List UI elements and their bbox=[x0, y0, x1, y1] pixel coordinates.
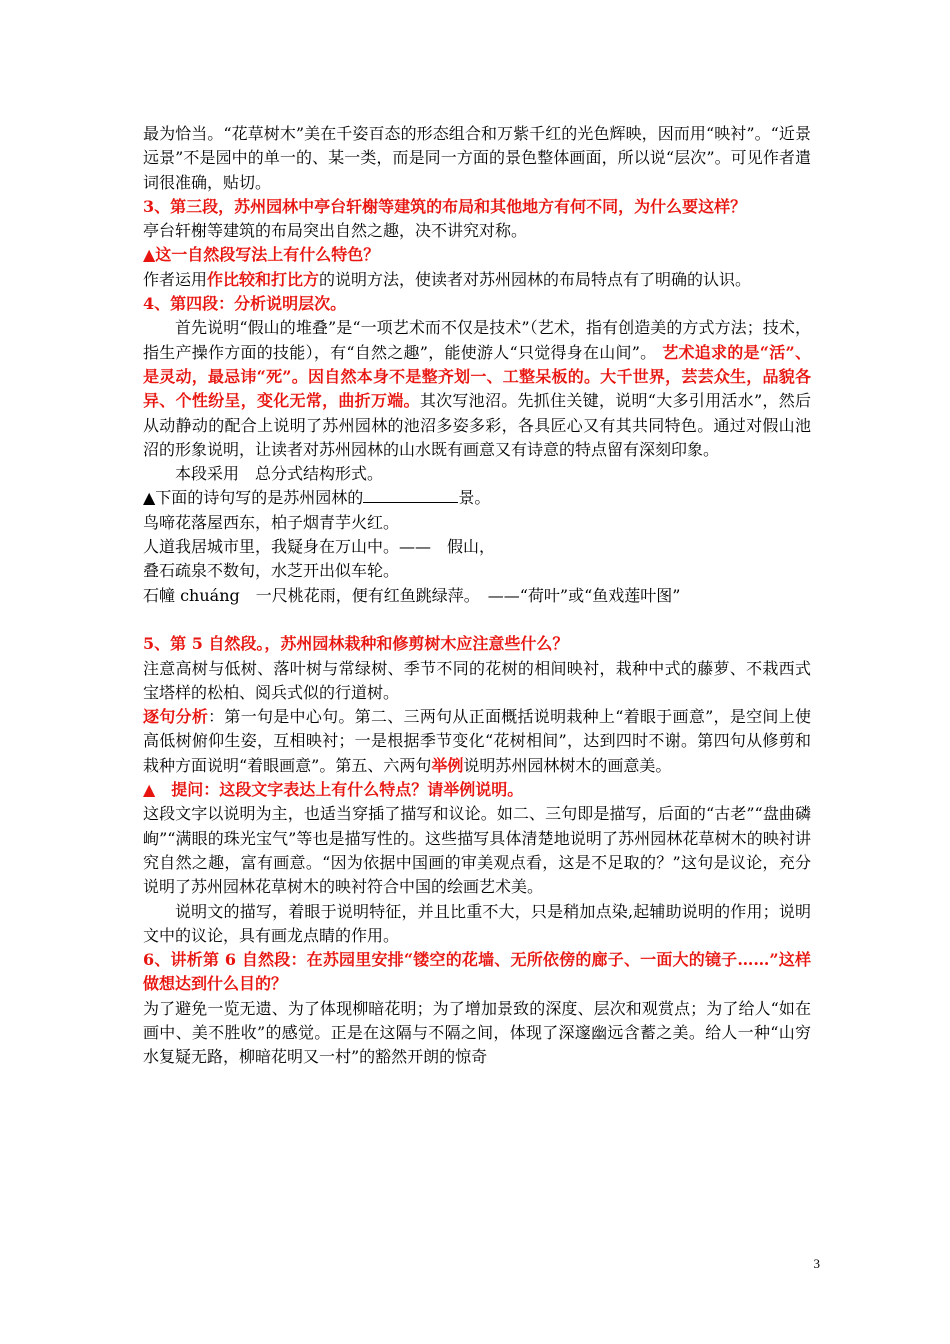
sentence-analysis bbox=[143, 705, 811, 778]
poem-line-2: 人道我居城市里，我疑身在万山中。—— 假山， bbox=[143, 537, 496, 557]
question-6: 6、讲析第 6 自然段：在苏园里安排“镂空的花墙、无所依傍的廊子、一面大的镜子……”这样做想达到什么目的？ bbox=[143, 950, 811, 994]
paragraph-4-analysis bbox=[143, 316, 811, 462]
answer-3-style-prefix: 作者运用 bbox=[143, 269, 208, 289]
page-number: 3 bbox=[813, 1256, 820, 1271]
paragraph-4-structure: 本段采用 总分式结构形式。 bbox=[175, 464, 384, 484]
answer-5-summary: 说明文的描写，着眼于说明特征，并且比重不大，只是稍加点染,起辅助说明的作用；说明文中的议论，具有画龙点睛的作用。 bbox=[143, 901, 811, 945]
sentence-analysis-example: 举例 bbox=[431, 755, 464, 775]
question-4: 4、第四段：分析说明层次。 bbox=[143, 294, 347, 314]
question-5: 5、第 5 自然段。，苏州园林栽种和修剪树木应注意些什么？ bbox=[143, 634, 569, 654]
paragraph-4-rest: 其次写池沼。先抓住关键，说明“大多引用活水”，然后从动静动的配合上说明了苏州园林的池沼多姿多彩，各具匠心又有其共同特色。通过对假山池沼的形象说明，让读者对苏州园林的山水既有画意又有诗意的特点留有深刻印象。 bbox=[143, 391, 811, 459]
sentence-analysis-label: 逐句分析 bbox=[143, 707, 209, 727]
answer-5: 注意高树与低树、落叶树与常绿树、季节不同的花树的相间映衬，栽种中式的藤萝、不栽西式宝塔样的松柏、阅兵式似的行道树。 bbox=[143, 658, 811, 702]
answer-5-expression: 这段文字以说明为主，也适当穿插了描写和议论。如二、三句即是描写，后面的“古老”“盘曲磷峋”“满眼的珠光宝气”等也是描写性的。这些描写具体清楚地说明了苏州园林花草树木的映衬讲究自然之趣，富有画意。“因为依据中国画的审美观点看，这是不足取的？”这句是议论，充分说明了苏州园林花草树木的映衬符合中国的绘画艺术美。 bbox=[143, 804, 811, 897]
answer-3-style-highlight: 作比较和打比方 bbox=[207, 269, 320, 289]
fill-blank-line bbox=[363, 488, 458, 503]
question-3: 3、第三段，苏州园林中亭台轩榭等建筑的布局和其他地方有何不同，为什么要这样？ bbox=[143, 196, 747, 216]
question-3-style: ▲这一自然段写法上有什么特色？ bbox=[143, 245, 380, 265]
answer-6: 为了避免一览无遗、为了体现柳暗花明；为了增加景致的深度、层次和观赏点；为了给人“如在画中、美不胜收”的感觉。正是在这隔与不隔之间，体现了深邃幽远含蓄之美。给人一种“山穷水复疑无路，柳暗花明又一村”的豁然开朗的惊奇 bbox=[143, 998, 811, 1067]
sentence-analysis-end: 说明苏州园林树木的画意美。 bbox=[463, 755, 672, 775]
question-5-expression: ▲ 提问：这段文字表达上有什么特点？请举例说明。 bbox=[143, 780, 524, 800]
paragraph-4-highlight: 艺术追求的是“活”、是灵动，最忌讳“死”。因自然本身不是整齐划一、工整呆板的。大千世界，芸芸众生，品貌各异、个性纷呈，变化无常，曲折万端。 bbox=[143, 342, 811, 411]
answer-3-style-suffix: 的说明方法，使读者对苏州园林的布局特点有了明确的认识。 bbox=[319, 269, 752, 289]
poem-line-3: 叠石疏泉不数旬，水芝开出似车轮。 bbox=[143, 561, 400, 581]
answer-3: 亭台轩榭等建筑的布局突出自然之趣，决不讲究对称。 bbox=[143, 221, 528, 241]
poem-question bbox=[143, 486, 811, 510]
sentence-analysis-text: ：第一句是中心句。第二、三两句从正面概括说明栽种上“着眼于画意”，是空间上使高低树俯仰生姿，互相映衬；一是根据季节变化“花树相间”，达到四时不谢。第四句从修剪和栽种方面说明“着眼画意”。第五、六两句 bbox=[143, 707, 811, 775]
poem-question-suffix: 景。 bbox=[458, 488, 491, 508]
paragraph-4-intro: 首先说明“假山的堆叠”是“一项艺术而不仅是技术”（艺术，指有创造美的方式方法；技术，指生产操作方面的技能），有“自然之趣”，能使游人“只觉得身在山间”。 bbox=[143, 318, 811, 362]
spacer bbox=[143, 608, 811, 632]
poem-line-1: 鸟啼花落屋西东，柏子烟青芋火红。 bbox=[143, 512, 400, 532]
document-body bbox=[143, 122, 811, 1070]
paragraph-intro: 最为恰当。“花草树木”美在千姿百态的形态组合和万紫千红的光色辉映，因而用“映衬”。“近景远景”不是园中的单一的、某一类，而是同一方面的景色整体画面，所以说“层次”。可见作者遣词很准确，贴切。 bbox=[143, 124, 811, 192]
poem-line-4: 石幢 chuáng 一尺桃花雨，便有红鱼跳绿萍。 ——“荷叶”或“鱼戏莲叶图” bbox=[143, 585, 681, 605]
poem-question-prefix: ▲下面的诗句写的是苏州园林的 bbox=[143, 488, 364, 508]
answer-3-style bbox=[143, 268, 811, 292]
